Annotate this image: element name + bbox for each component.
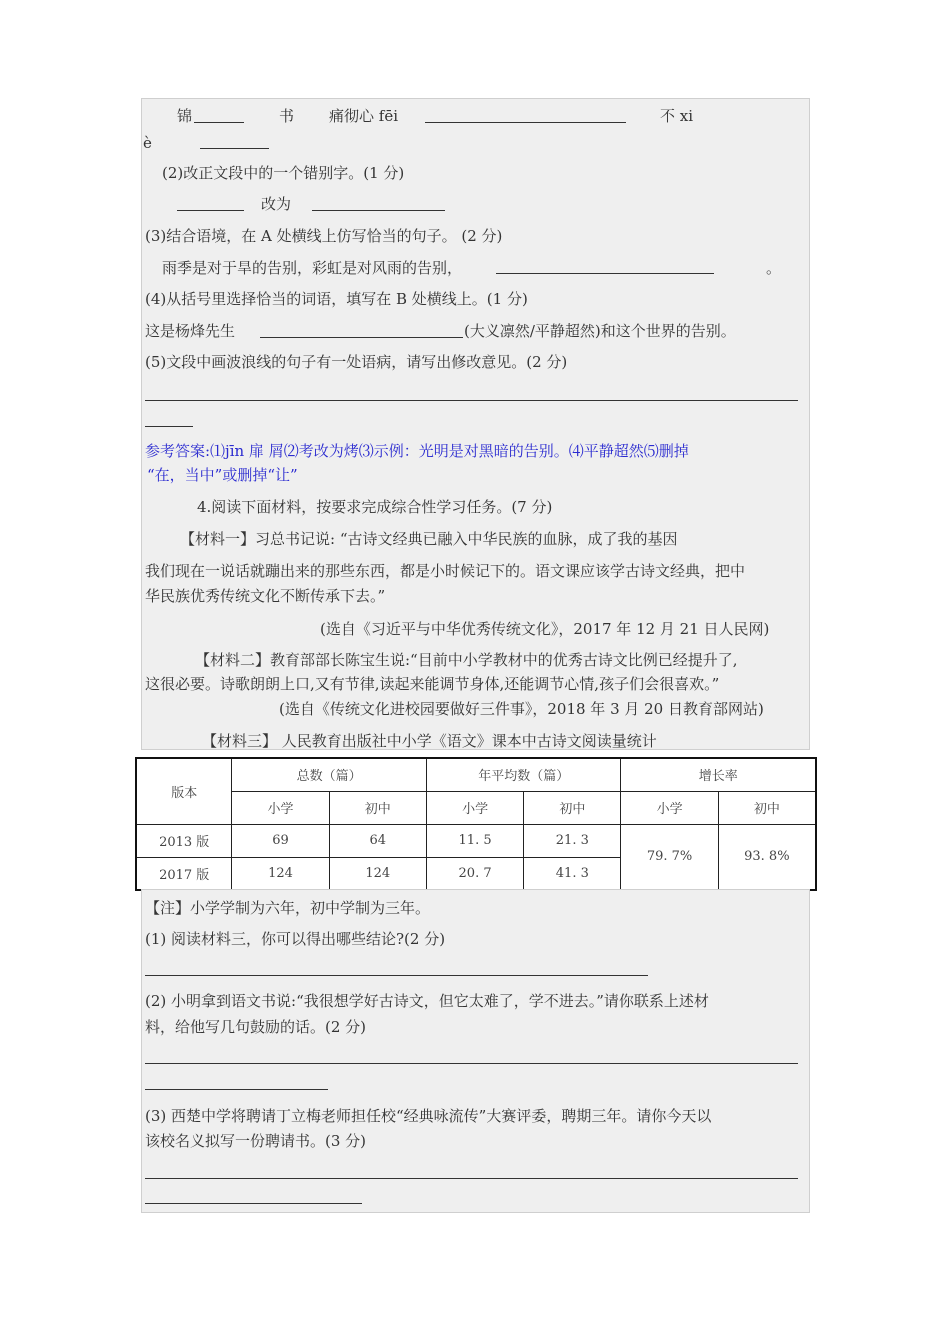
cell-edition: 2017 版 [136, 857, 232, 890]
blank-correct-char[interactable] [312, 210, 445, 211]
blank-q5-line2[interactable] [145, 426, 193, 427]
subquestion-2-line1: (2) 小明拿到语文书说:“我很想学好古诗文，但它太难了，学不进去。”请你联系上述材 [145, 992, 709, 1010]
cell-edition: 2013 版 [136, 824, 232, 857]
header-edition: 版本 [136, 758, 232, 824]
sub-header: 初中 [329, 791, 426, 824]
q1-shu: 书 [279, 107, 295, 125]
subquestion-2-line2: 料，给他写几句鼓励的话。(2 分) [145, 1018, 367, 1036]
blank-sq1[interactable] [145, 975, 648, 976]
sub-header: 小学 [621, 791, 718, 824]
table-row [136, 824, 816, 857]
cell-avg-middle: 21. 3 [524, 824, 621, 857]
q1-bu-xi: 不 xi [660, 107, 694, 125]
header-total: 总数（篇） [232, 758, 427, 791]
blank-xie[interactable] [200, 148, 269, 149]
q5-prompt: (5)文段中画波浪线的句子有一处语病，请写出修改意见。(2 分) [145, 353, 568, 371]
q4-options: (大义凛然/平静超然)和这个世界的告别。 [464, 322, 736, 340]
blank-a[interactable] [496, 273, 714, 274]
q4-prompt: (4)从括号里选择恰当的词语，填写在 B 处横线上。(1 分) [145, 290, 528, 308]
blank-sq3-line2[interactable] [145, 1203, 362, 1204]
q1-e: è [143, 134, 152, 152]
subquestion-1: (1) 阅读材料三，你可以得出哪些结论?(2 分) [145, 930, 446, 948]
q1-tong-che-xin: 痛彻心 fēi [329, 107, 398, 125]
q3-prompt: (3)结合语境，在 A 处横线上仿写恰当的句子。 (2 分) [145, 227, 503, 245]
material1-line3: 华民族优秀传统文化不断传承下去。” [145, 587, 386, 605]
material1-source: (选自《习近平与中华优秀传统文化》，2017 年 12 月 21 日人民网) [320, 620, 770, 638]
subquestion-3-line2: 该校名义拟写一份聘请书。(3 分) [145, 1132, 367, 1150]
material2-line2: 这很必要。诗歌朗朗上口,又有节律,读起来能调节身体,还能调节心情,孩子们会很喜欢。” [145, 675, 720, 693]
blank-q5-line1[interactable] [145, 400, 798, 401]
q3-sentence: 雨季是对于旱的告别，彩虹是对风雨的告别， [162, 259, 463, 277]
cell-avg-middle: 41. 3 [524, 857, 621, 890]
sub-header: 小学 [232, 791, 329, 824]
q3-end: 。 [766, 259, 782, 277]
material1-line2: 我们现在一说话就蹦出来的那些东西，都是小时候记下的。语文课应该学古诗文经典，把中 [145, 562, 746, 580]
blank-sq2-line1[interactable] [145, 1063, 798, 1064]
header-avg: 年平均数（篇） [426, 758, 621, 791]
cell-total-middle: 64 [329, 824, 426, 857]
blank-sq3-line1[interactable] [145, 1178, 798, 1179]
material3-title: 【材料三】 人民教育出版社中小学《语文》课本中古诗文阅读量统计 [202, 732, 657, 750]
material2-source: (选自《传统文化进校园要做好三件事》，2018 年 3 月 20 日教育部网站) [279, 700, 764, 718]
q1-jin: 锦 [177, 107, 193, 125]
note: 【注】小学学制为六年，初中学制为三年。 [145, 899, 431, 917]
answer-line1: 参考答案:⑴jīn 扉 屑⑵考改为烤⑶示例：光明是对黑暗的告别。⑷平静超然⑸删掉 [145, 442, 689, 460]
sub-header: 初中 [524, 791, 621, 824]
blank-wrong-char[interactable] [177, 210, 244, 211]
blank-b[interactable] [260, 337, 463, 338]
header-growth: 增长率 [621, 758, 816, 791]
cell-avg-primary: 11. 5 [426, 824, 523, 857]
cell-avg-primary: 20. 7 [426, 857, 523, 890]
cell-total-primary: 69 [232, 824, 329, 857]
q2-prompt: (2)改正文段中的一个错别字。(1 分) [162, 164, 405, 182]
answer-line2: “在，当中”或删掉“让” [147, 466, 298, 484]
blank-sq2-line2[interactable] [145, 1089, 328, 1090]
material1-line1: 【材料一】习总书记说: “古诗文经典已融入中华民族的血脉，成了我的基因 [180, 530, 678, 548]
cell-total-primary: 124 [232, 857, 329, 890]
q4-lead: 这是杨烽先生 [145, 322, 236, 340]
material2-line1: 【材料二】教育部部长陈宝生说:“目前中小学教材中的优秀古诗文比例已经提升了, [195, 651, 738, 669]
q2-gaiwei: 改为 [261, 195, 292, 213]
cell-growth-middle: 93. 8% [718, 824, 816, 890]
task4-title: 4.阅读下面材料，按要求完成综合性学习任务。(7 分) [197, 498, 553, 516]
cell-total-middle: 124 [329, 857, 426, 890]
sub-header: 初中 [718, 791, 816, 824]
cell-growth-primary: 79. 7% [621, 824, 718, 890]
blank-jin[interactable] [194, 122, 244, 123]
blank-fei[interactable] [425, 122, 626, 123]
reading-stats-table [135, 757, 817, 891]
sub-header: 小学 [426, 791, 523, 824]
subquestion-3-line1: (3) 西楚中学将聘请丁立梅老师担任校“经典咏流传”大赛评委，聘期三年。请你今天以 [145, 1107, 712, 1125]
